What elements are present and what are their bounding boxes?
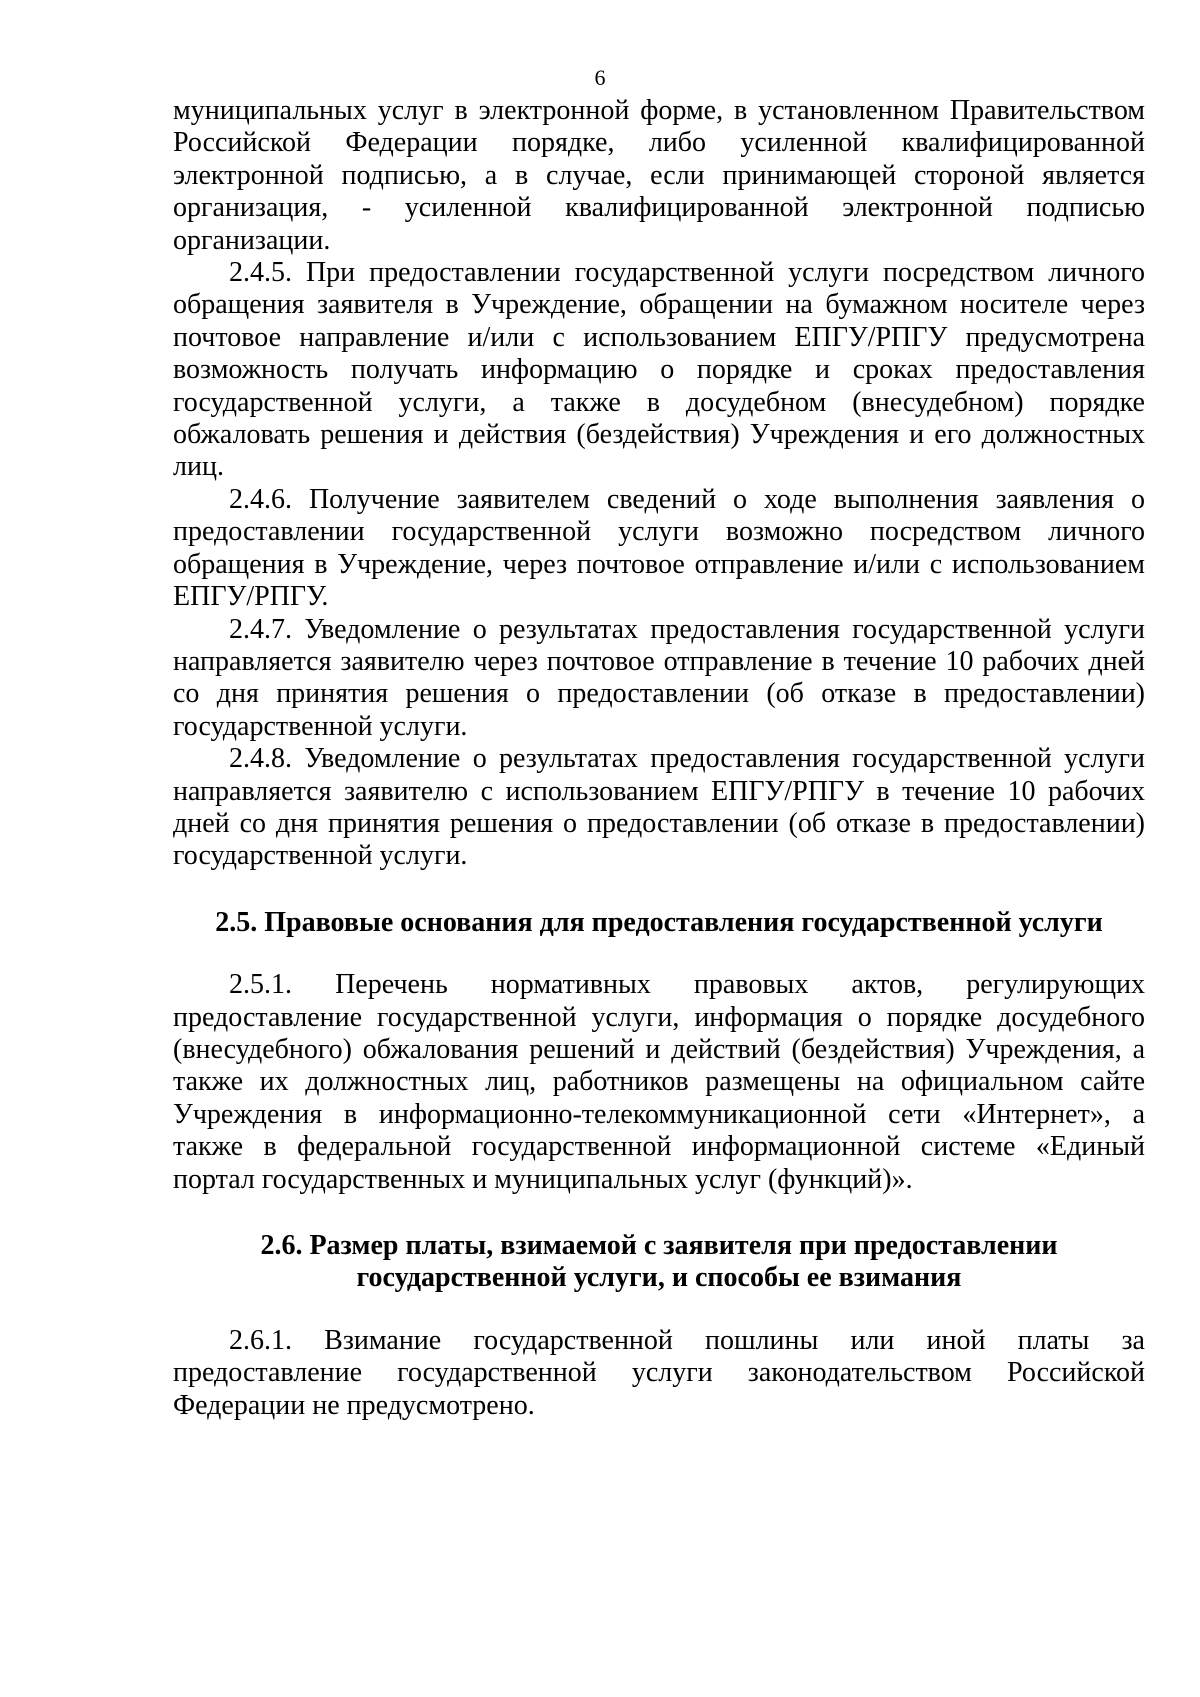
section-heading-2-6: [173, 1230, 1145, 1295]
paragraph-2-4-6: 2.4.6. Получение заявителем сведений о ходе выполнения заявления о предоставлении государственной услуги возможно посредством личного обращения в Учреждение, через почтовое отправление и/или с использованием ЕПГУ/РПГУ.: [173, 483, 1145, 613]
paragraph-2-5-1: 2.5.1. Перечень нормативных правовых актов, регулирующих предоставление государственной услуги, информация о порядке досудебного (внесудебного) обжалования решений и действий (бездействия) Учреждения, а также их должностных лиц, работников размещены на официальном сайте Учреждения в информационно-телекоммуникационной сети «Интернет», а также в федеральной государственной информационной системе «Единый портал государственных и муниципальных услуг (функций)».: [173, 969, 1145, 1195]
paragraph-2-4-8: 2.4.8. Уведомление о результатах предоставления государственной услуги направляется заявителю с использованием ЕПГУ/РПГУ в течение 10 рабочих дней со дня принятия решения о предоставлении (об отказе в предоставлении) государственной услуги.: [173, 743, 1145, 872]
page-number: 6: [594, 65, 606, 90]
spacer: [173, 1196, 1145, 1230]
spacer: [173, 1295, 1145, 1325]
paragraph-2-4-7: 2.4.7. Уведомление о результатах предоставления государственной услуги направляется заявителю через почтовое отправление в течение 10 рабочих дней со дня принятия решения о предоставлении (об отказе в предоставлении) государственной услуги.: [173, 613, 1145, 742]
paragraph-2-4-5: 2.4.5. При предоставлении государственной услуги посредством личного обращения заявителя в Учреждение, обращении на бумажном носителе через почтовое направление и/или с использованием ЕПГУ/РПГУ предусмотрена возможность получать информацию о порядке и сроках предоставления государственной услуги, а также в досудебном (внесудебном) порядке обжаловать решения и действия (бездействия) Учреждения и его должностных лиц.: [173, 257, 1145, 483]
document-body: [173, 95, 1145, 1422]
paragraph-continuation: муниципальных услуг в электронной форме, в установленном Правительством Российской Федерации порядке, либо усиленной квалифицированной электронной подписью, а в случае, если принимающей стороной является организация, - усиленной квалифицированной электронной подписью организации.: [173, 95, 1145, 256]
section-heading-2-5: 2.5. Правовые основания для предоставления государственной услуги: [215, 906, 1103, 938]
spacer: [173, 939, 1145, 969]
spacer: [173, 873, 1145, 907]
paragraph-2-6-1: 2.6.1. Взимание государственной пошлины или иной платы за предоставление государственной услуги законодательством Российской Федерации не предусмотрено.: [173, 1324, 1145, 1421]
section-heading-2-6-line2: государственной услуги, и способы ее взимания: [356, 1262, 962, 1294]
section-heading-2-6-line1: 2.6. Размер платы, взимаемой с заявителя при предоставлении: [260, 1230, 1058, 1261]
